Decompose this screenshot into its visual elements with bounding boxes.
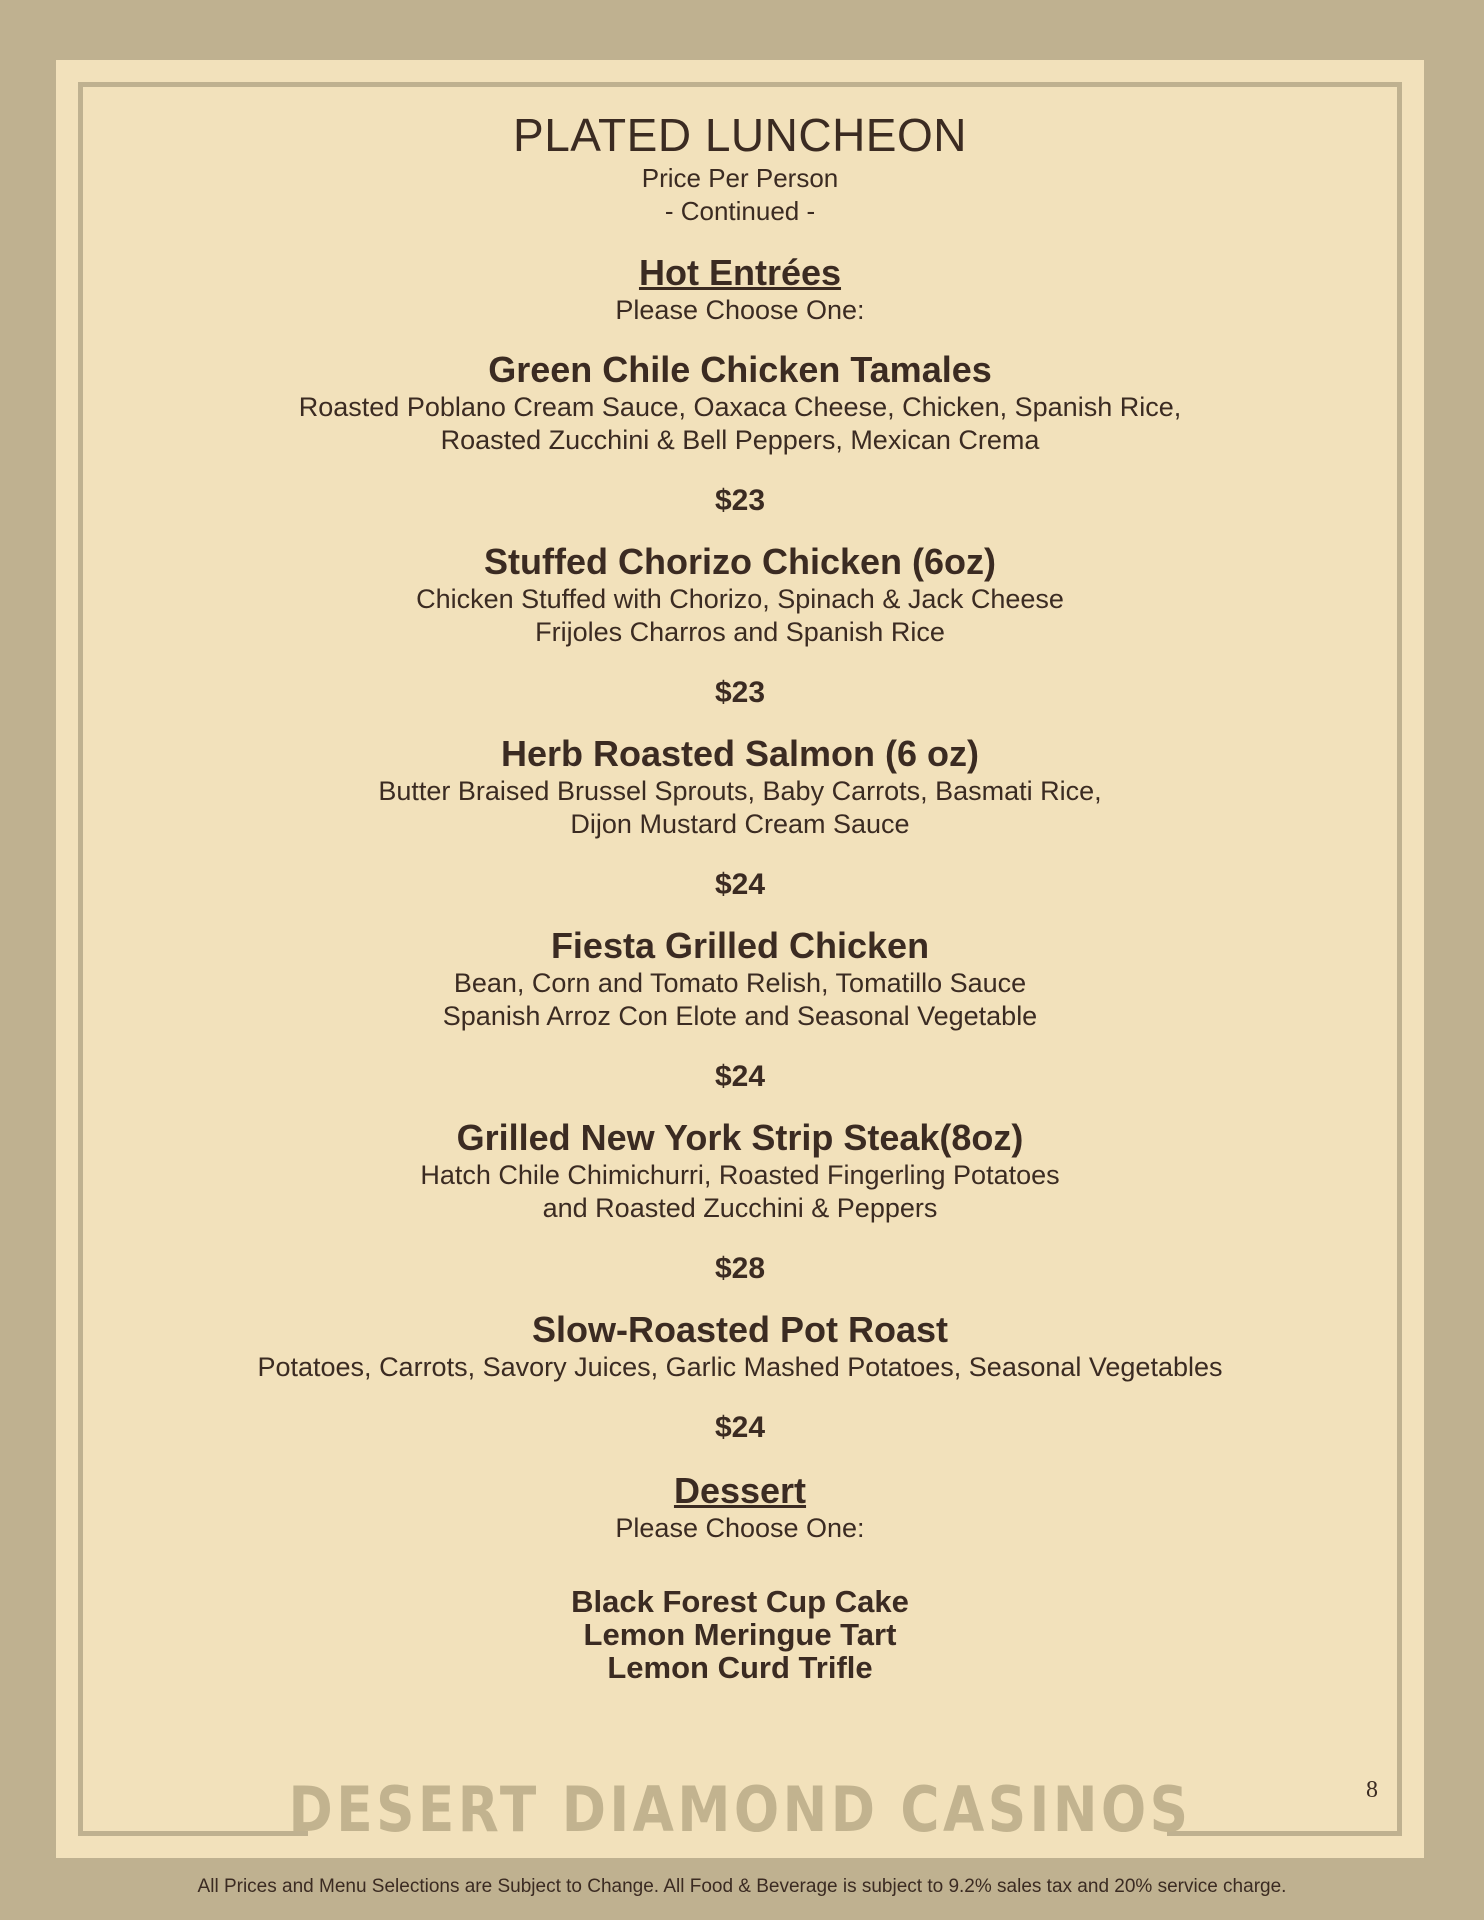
menu-item-description: and Roasted Zucchini & Peppers xyxy=(542,1193,938,1223)
dessert-instruction: Please Choose One: xyxy=(615,1513,865,1543)
menu-item xyxy=(56,541,1424,711)
menu-page xyxy=(56,60,1424,1858)
brand-logo: DESERT DIAMOND CASINOS xyxy=(288,1773,1192,1846)
menu-item-price: $24 xyxy=(714,1060,766,1093)
menu-item-description: Dijon Mustard Cream Sauce xyxy=(570,809,910,839)
menu-item-description: Potatoes, Carrots, Savory Juices, Garlic Mashed Potatoes, Seasonal Vegetables xyxy=(257,1352,1223,1382)
menu-item-description: Roasted Poblano Cream Sauce, Oaxaca Cheese, Chicken, Spanish Rice, xyxy=(298,392,1182,422)
menu-item-name: Stuffed Chorizo Chicken (6oz) xyxy=(484,541,996,582)
menu-item-price: $28 xyxy=(714,1252,766,1285)
menu-item-description: Spanish Arroz Con Elote and Seasonal Vegetable xyxy=(442,1001,1038,1031)
menu-item-description: Frijoles Charros and Spanish Rice xyxy=(535,617,945,647)
dessert-item: Lemon Meringue Tart xyxy=(583,1617,897,1652)
menu-item-price: $24 xyxy=(714,1411,766,1444)
menu-item-description: Bean, Corn and Tomato Relish, Tomatillo Sauce xyxy=(453,968,1027,998)
menu-content xyxy=(56,108,1424,1684)
menu-item-price: $24 xyxy=(714,868,766,901)
dessert-list xyxy=(56,1585,1424,1684)
page-title: PLATED LUNCHEON xyxy=(513,109,967,161)
dessert-item: Black Forest Cup Cake xyxy=(571,1584,909,1619)
menu-item-description: Chicken Stuffed with Chorizo, Spinach & Jack Cheese xyxy=(416,584,1064,614)
dessert-heading: Dessert xyxy=(673,1470,807,1511)
continued-label: - Continued - xyxy=(664,196,816,226)
page-subtitle: Price Per Person xyxy=(641,163,839,193)
menu-item-price: $23 xyxy=(714,676,766,709)
menu-item-price: $23 xyxy=(714,484,766,517)
menu-item-name: Grilled New York Strip Steak(8oz) xyxy=(456,1117,1024,1158)
menu-item xyxy=(56,733,1424,903)
menu-item-name: Green Chile Chicken Tamales xyxy=(488,349,992,390)
menu-item-name: Slow-Roasted Pot Roast xyxy=(531,1309,949,1350)
dessert-item: Lemon Curd Trifle xyxy=(607,1650,873,1685)
menu-item xyxy=(56,349,1424,519)
hot-entrees-instruction: Please Choose One: xyxy=(615,295,865,325)
menu-item-name: Fiesta Grilled Chicken xyxy=(550,925,930,966)
menu-item-description: Roasted Zucchini & Bell Peppers, Mexican Crema xyxy=(440,425,1040,455)
page-number: 8 xyxy=(1366,1777,1378,1803)
menu-item-description: Hatch Chile Chimichurri, Roasted Fingerling Potatoes xyxy=(420,1160,1060,1190)
menu-item xyxy=(56,1117,1424,1287)
menu-item xyxy=(56,925,1424,1095)
menu-item-description: Butter Braised Brussel Sprouts, Baby Carrots, Basmati Rice, xyxy=(378,776,1102,806)
footer-disclaimer: All Prices and Menu Selections are Subject to Change. All Food & Beverage is subject to 9.2% sales tax and 20% service charge. xyxy=(197,1876,1287,1897)
hot-entrees-heading: Hot Entrées xyxy=(638,252,842,293)
menu-item-name: Herb Roasted Salmon (6 oz) xyxy=(500,733,980,774)
menu-item xyxy=(56,1309,1424,1446)
